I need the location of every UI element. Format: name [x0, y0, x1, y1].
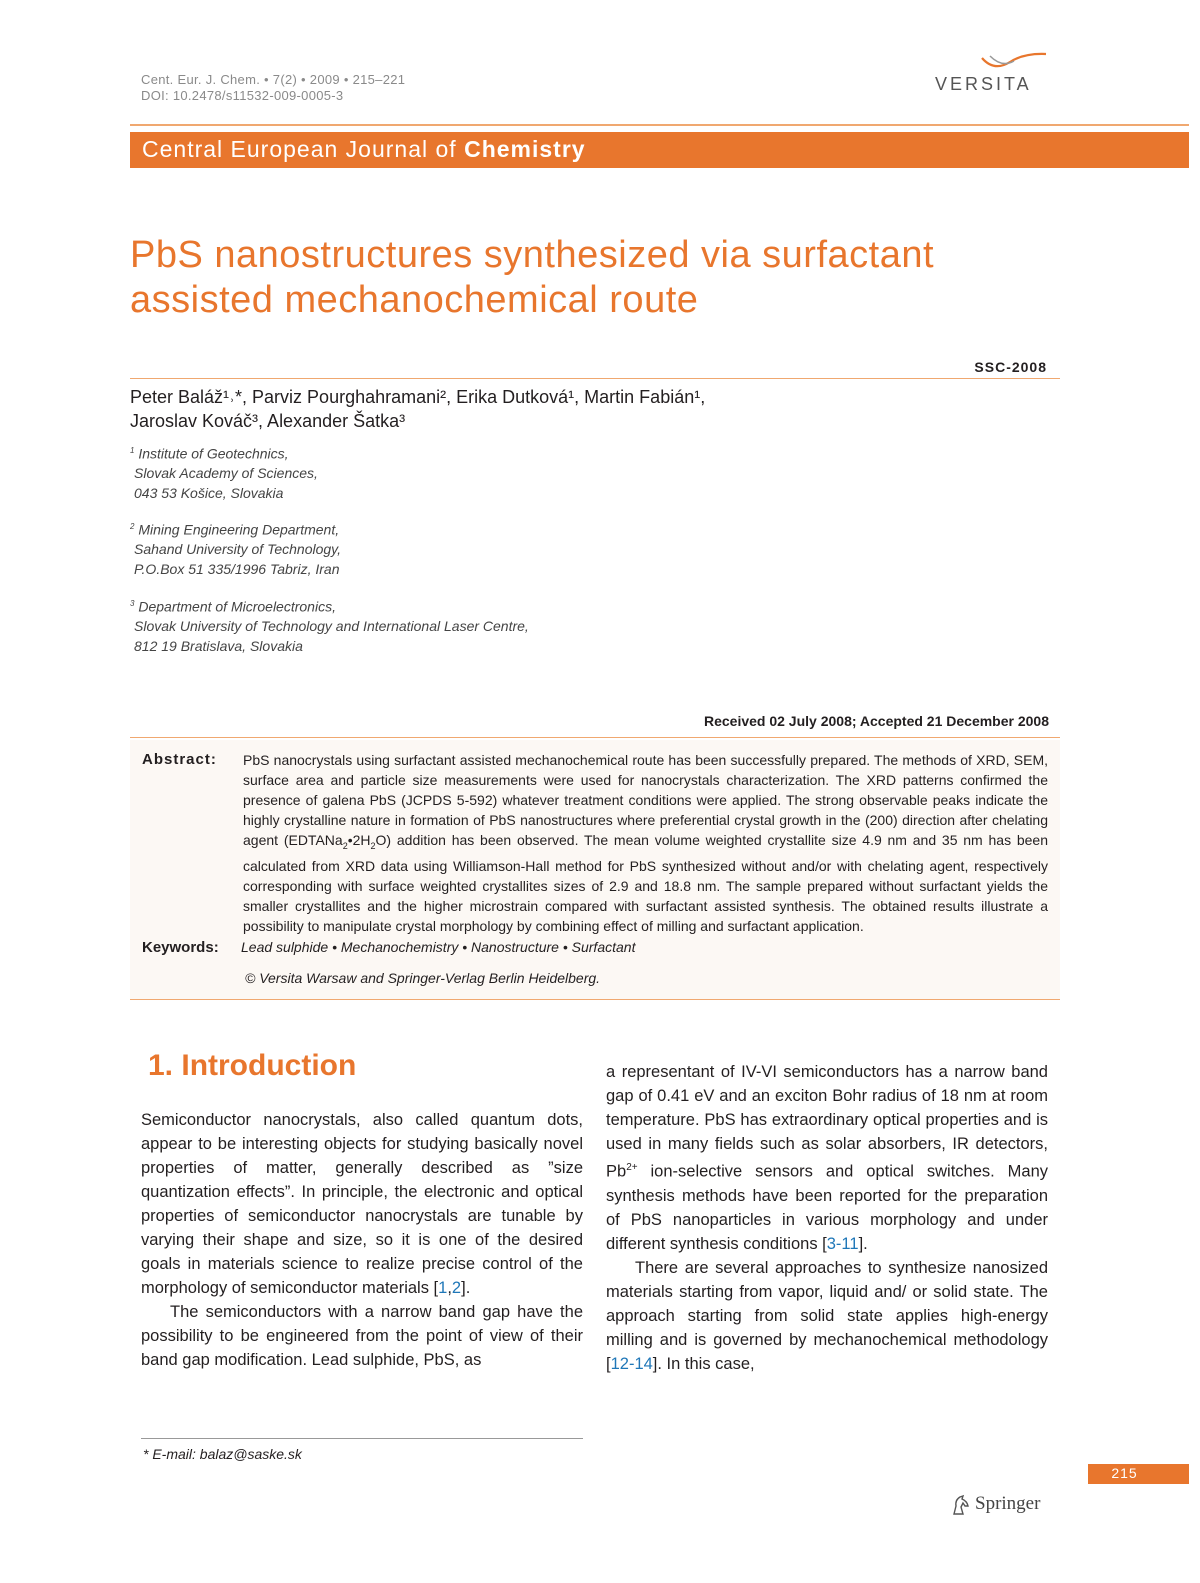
citation-link[interactable]: 1	[438, 1279, 448, 1297]
springer-horse-icon	[950, 1494, 972, 1521]
affiliation-number: 1	[130, 446, 135, 455]
keywords-list: Lead sulphide • Mechanochemistry • Nanostructure • Surfactant	[241, 939, 636, 955]
authors-line-2: Jaroslav Kováč³, Alexander Šatka³	[130, 411, 406, 431]
citation-link[interactable]: 3-11	[826, 1234, 859, 1253]
title-rule	[130, 378, 1060, 379]
title-line-1: PbS nanostructures synthesized via surfactant	[130, 234, 935, 276]
journal-name-bold: Chemistry	[464, 136, 586, 162]
affiliation-number: 3	[130, 599, 135, 608]
abstract-top-rule	[130, 737, 1060, 738]
affiliation-line: Slovak University of Technology and International Laser Centre,	[134, 618, 529, 635]
author-list	[130, 385, 705, 433]
footnote-rule	[141, 1438, 583, 1439]
abstract-bottom-rule	[130, 999, 1060, 1000]
affiliation-1	[130, 441, 318, 503]
page-number: 215	[1111, 1465, 1138, 1481]
title-line-2: assisted mechanochemical route	[130, 279, 699, 321]
paragraph: The semiconductors with a narrow band gap have the possibility to be engineered from the point of view of their band gap modification. Lead sulphide, PbS, as	[141, 1303, 583, 1369]
journal-name-prefix: Central European Journal of	[142, 136, 457, 162]
journal-banner	[130, 132, 1189, 168]
affiliation-line: Mining Engineering Department,	[138, 521, 340, 538]
keywords-label: Keywords:	[142, 939, 219, 956]
versita-logo-text: VERSITA	[935, 74, 1032, 94]
header-rule	[130, 124, 1189, 126]
doi-line: DOI: 10.2478/s11532-009-0005-3	[141, 88, 344, 103]
conference-tag: SSC-2008	[974, 359, 1047, 375]
citation-line: Cent. Eur. J. Chem. • 7(2) • 2009 • 215–221	[141, 72, 406, 87]
affiliation-line: P.O.Box 51 335/1996 Tabriz, Iran	[134, 560, 340, 577]
affiliation-line: Department of Microelectronics,	[138, 598, 336, 615]
affiliation-line: Slovak Academy of Sciences,	[134, 465, 318, 482]
affiliation-line: Institute of Geotechnics,	[138, 445, 289, 462]
paragraph: There are several approaches to synthesize nanosized materials starting from vapor, liquid and/ or solid state. The approach starting from solid state applies high-energy milling and is governed by mechanochemical methodology [12-14]. In this case,	[606, 1258, 1048, 1373]
authors-line-1: Peter Baláž¹˒*, Parviz Pourghahramani², Erika Dutková¹, Martin Fabián¹,	[130, 387, 706, 407]
section-heading: 1. Introduction	[148, 1049, 357, 1082]
affiliation-line: 812 19 Bratislava, Slovakia	[134, 637, 303, 654]
affiliation-2	[130, 517, 341, 579]
left-column	[141, 1108, 583, 1372]
paragraph: a representant of IV-VI semiconductors has a narrow band gap of 0.41 eV and an exciton Bohr radius of 18 nm at room temperature. PbS has extraordinary optical properties and is used in many fields such as solar absorbers, IR detectors, $Pb^{2+}$ ion-selective sensors and optical switches. Many synthesis methods have been reported for the preparation of PbS nanoparticles in various morphology and under different synthesis conditions [3-11].	[606, 1063, 1048, 1253]
copyright-notice: © Versita Warsaw and Springer-Verlag Berlin Heidelberg.	[245, 970, 601, 986]
affiliation-line: 043 53 Košice, Slovakia	[134, 484, 284, 501]
affiliation-line: Sahand University of Technology,	[134, 541, 342, 558]
page-number-box	[1088, 1464, 1189, 1484]
abstract-text: PbS nanocrystals using surfactant assisted mechanochemical route has been successfully prepared. The methods of XRD, SEM, surface area and particle size measurements were used for nanocrystals characterization. The XRD patterns confirmed the presence of galena PbS (JCPDS 5-592) whatever treatment conditions were applied. The strong observable peaks indicate the highly crystalline nature in formation of PbS nanostructures where preferential crystal growth in the (200) direction after chelating agent $(EDTANa_2•2H_2O)$ addition has been observed. The mean volume weighted crystallite size 4.9 nm and 35 nm has been calculated from XRD data using Williamson-Hall method for PbS synthesized without and/or with chelating agent, respectively corresponding with surface weighted crystallites sizes of 2.9 and 18.8 nm. The sample prepared without surfactant yields the smaller crystallites and the higher microstrain compared with surfactant assisted synthesis. The obtained results illustrate a possibility to manipulate crystal morphology by combining effect of milling and surfactant application.	[243, 752, 1049, 934]
journal-name	[142, 136, 586, 163]
affiliation-number: 2	[130, 522, 135, 531]
springer-logo-text: Springer	[975, 1493, 1041, 1514]
paragraph: Semiconductor nanocrystals, also called quantum dots, appear to be interesting objects for studying basically novel properties of matter, generally described as ”size quantization effects”. In principle, the electronic and optical properties of semiconductor nanocrystals are tunable by varying their shape and size, so it is one of the desired goals in materials science to realize precise control of the morphology of semiconductor materials [1,2].	[141, 1111, 583, 1297]
citation-link[interactable]: 12-14	[610, 1354, 653, 1373]
right-column	[606, 1060, 1048, 1376]
received-dates: Received 02 July 2008; Accepted 21 December 2008	[703, 713, 1049, 729]
affiliation-3	[130, 594, 529, 656]
footnote: * E-mail: balaz@saske.sk	[143, 1446, 302, 1462]
abstract-label: Abstract:	[142, 751, 217, 768]
versita-swoosh-icon	[980, 50, 1050, 77]
article-title	[130, 233, 1090, 323]
citation-link[interactable]: 2	[451, 1279, 462, 1297]
